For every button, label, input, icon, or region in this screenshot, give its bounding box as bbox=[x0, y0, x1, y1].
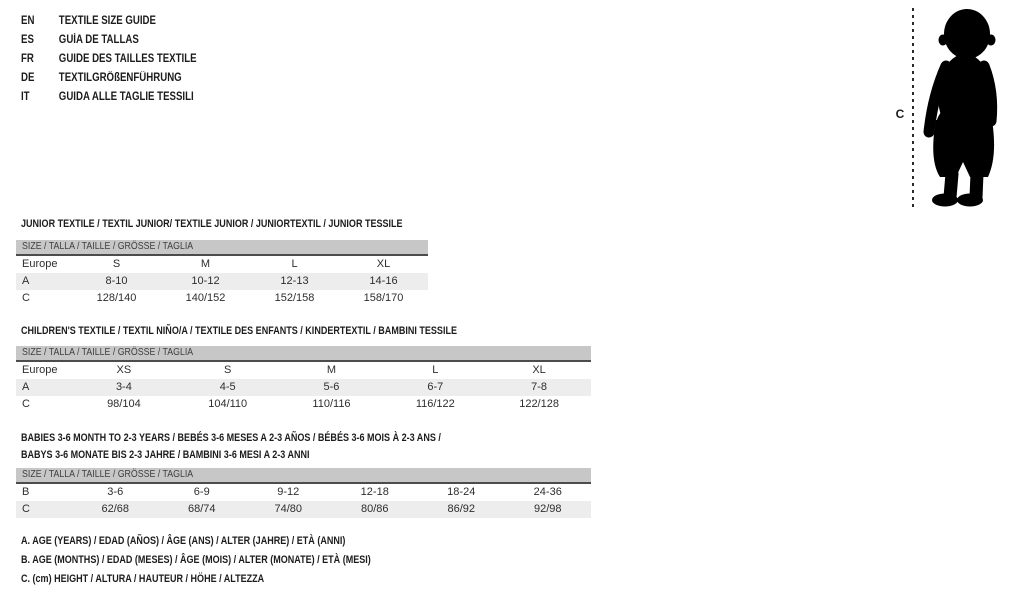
size-cell: 110/116 bbox=[312, 398, 351, 410]
table-body bbox=[16, 484, 591, 518]
size-header-bar bbox=[16, 346, 591, 362]
size-cell: 18-24 bbox=[447, 486, 476, 498]
size-header-label: SIZE / TALLA / TAILLE / GRÖSSE / TAGLIA bbox=[22, 347, 194, 358]
row-label: C bbox=[22, 292, 30, 304]
row-label: B bbox=[22, 486, 30, 498]
height-figure bbox=[440, 0, 905, 215]
size-cell: M bbox=[200, 258, 211, 270]
table-row bbox=[16, 379, 591, 396]
size-cell: 116/122 bbox=[415, 398, 455, 410]
size-cell: 158/170 bbox=[363, 292, 404, 304]
size-header-bar bbox=[16, 240, 428, 256]
language-code: ES bbox=[21, 34, 34, 46]
language-code: FR bbox=[21, 53, 34, 65]
legend-notes bbox=[21, 532, 448, 589]
table-row bbox=[16, 256, 428, 273]
language-title: GUIDE DES TAILLES TEXTILE bbox=[58, 53, 197, 65]
size-cell: 14-16 bbox=[369, 275, 398, 287]
size-cell: 80/86 bbox=[360, 503, 389, 515]
table-body bbox=[16, 256, 428, 307]
table-row bbox=[16, 362, 591, 379]
row-label: A bbox=[22, 275, 30, 287]
language-title: TEXTILGRÖßENFÜHRUNG bbox=[58, 72, 182, 84]
language-row bbox=[21, 50, 197, 69]
table-title: JUNIOR TEXTILE / TEXTIL JUNIOR/ TEXTILE JUNIOR / JUNIORTEXTIL / JUNIOR TESSILE bbox=[21, 218, 403, 230]
size-cell: 128/140 bbox=[96, 292, 137, 304]
table-row bbox=[16, 501, 591, 518]
size-cell: 10-12 bbox=[191, 275, 220, 287]
table-title: CHILDREN'S TEXTILE / TEXTIL NIÑO/A / TEXTILE DES ENFANTS / KINDERTEXTIL / BAMBINI TESSILE bbox=[21, 325, 457, 337]
size-cell: 5-6 bbox=[323, 381, 340, 393]
size-cell: 8-10 bbox=[105, 275, 128, 287]
height-dotted-line bbox=[912, 8, 914, 208]
note-height: C. (cm) HEIGHT / ALTURA / HAUTEUR / HÖHE / ALTEZZA bbox=[21, 573, 265, 585]
row-label: Europe bbox=[22, 364, 58, 376]
size-header-label: SIZE / TALLA / TAILLE / GRÖSSE / TAGLIA bbox=[22, 241, 194, 252]
size-cell: 6-7 bbox=[427, 381, 444, 393]
size-cell: L bbox=[291, 258, 298, 270]
row-label: A bbox=[22, 381, 30, 393]
size-cell: 86/92 bbox=[447, 503, 476, 515]
row-label: C bbox=[22, 398, 30, 410]
size-header-label: SIZE / TALLA / TAILLE / GRÖSSE / TAGLIA bbox=[22, 469, 194, 480]
table-row bbox=[16, 396, 591, 413]
size-cell: 4-5 bbox=[219, 381, 236, 393]
children-size-table bbox=[16, 326, 591, 413]
language-row bbox=[21, 88, 197, 107]
size-cell: L bbox=[432, 364, 439, 376]
size-cell: 6-9 bbox=[193, 486, 210, 498]
language-row bbox=[21, 69, 197, 88]
size-cell: 92/98 bbox=[533, 503, 562, 515]
table-title-line2: BABYS 3-6 MONATE BIS 2-3 JAHRE / BAMBINI 3-6 MESI A 2-3 ANNI bbox=[21, 449, 310, 461]
size-cell: 9-12 bbox=[277, 486, 300, 498]
size-cell: 3-4 bbox=[115, 381, 132, 393]
table-title: BABIES 3-6 MONTH TO 2-3 YEARS / BEBÉS 3-6 MESES A 2-3 AÑOS / BÉBÉS 3-6 MOIS À 2-3 ANS / bbox=[21, 432, 441, 444]
language-title: GUIDA ALLE TAGLIE TESSILI bbox=[58, 91, 194, 103]
size-cell: 7-8 bbox=[531, 381, 548, 393]
size-cell: S bbox=[112, 258, 121, 270]
table-row bbox=[16, 290, 428, 307]
size-cell: 3-6 bbox=[107, 486, 124, 498]
language-code: EN bbox=[21, 15, 35, 27]
size-cell: M bbox=[326, 364, 337, 376]
size-cell: S bbox=[224, 364, 232, 376]
row-label: Europe bbox=[22, 258, 58, 270]
table-row bbox=[16, 273, 428, 290]
babies-size-table bbox=[16, 430, 591, 518]
table-body bbox=[16, 362, 591, 413]
size-cell: 62/68 bbox=[101, 503, 130, 515]
size-cell: 152/158 bbox=[274, 292, 315, 304]
size-cell: 98/104 bbox=[107, 398, 141, 410]
baby-silhouette-icon bbox=[919, 8, 1011, 208]
size-cell: 122/128 bbox=[519, 398, 559, 410]
size-cell: 24-36 bbox=[533, 486, 562, 498]
size-cell: XS bbox=[116, 364, 132, 376]
table-row bbox=[16, 484, 591, 501]
language-code: IT bbox=[21, 91, 30, 103]
language-title: TEXTILE SIZE GUIDE bbox=[58, 15, 156, 27]
language-row bbox=[21, 12, 197, 31]
size-cell: 68/74 bbox=[187, 503, 216, 515]
size-cell: XL bbox=[532, 364, 546, 376]
height-label: C bbox=[895, 107, 905, 121]
size-cell: 74/80 bbox=[274, 503, 303, 515]
size-cell: XL bbox=[376, 258, 391, 270]
junior-size-table bbox=[16, 219, 428, 307]
language-code: DE bbox=[21, 72, 35, 84]
note-age-months: B. AGE (MONTHS) / EDAD (MESES) / ÂGE (MOIS) / ALTER (MONATE) / ETÀ (MESI) bbox=[21, 554, 371, 566]
size-header-bar bbox=[16, 468, 591, 484]
size-cell: 104/110 bbox=[208, 398, 248, 410]
language-title: GUÍA DE TALLAS bbox=[58, 34, 139, 46]
note-age-years: A. AGE (YEARS) / EDAD (AÑOS) / ÂGE (ANS) / ALTER (JAHRE) / ETÀ (ANNI) bbox=[21, 535, 346, 547]
size-cell: 12-13 bbox=[280, 275, 309, 287]
language-row bbox=[21, 31, 197, 50]
size-cell: 12-18 bbox=[360, 486, 389, 498]
language-list bbox=[21, 12, 230, 107]
row-label: C bbox=[22, 503, 30, 515]
size-cell: 140/152 bbox=[185, 292, 226, 304]
